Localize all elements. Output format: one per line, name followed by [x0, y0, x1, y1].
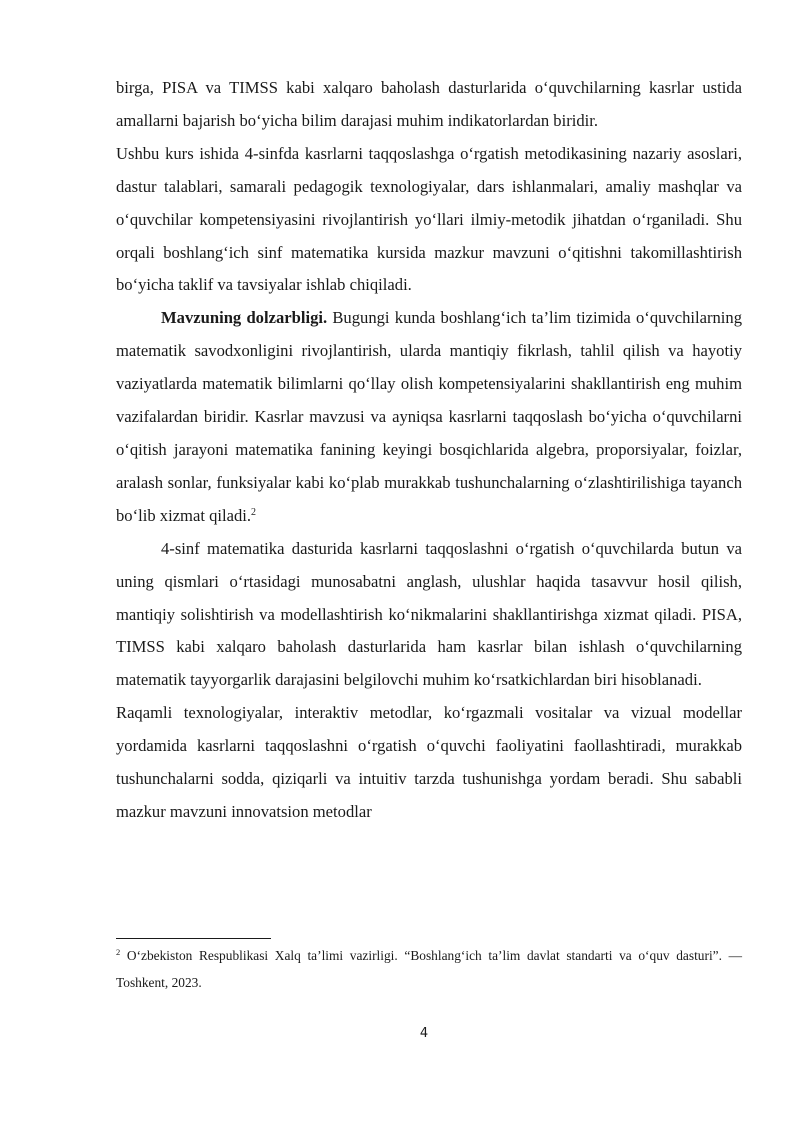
- footnote-separator: [116, 938, 271, 939]
- footnote-number: 2: [116, 947, 121, 957]
- paragraph-5: Raqamli texnologiyalar, interaktiv metodlar, ko‘rgazmali vositalar va vizual modellar yordamida kasrlarni taqqoslashni o‘rgatish o‘quvchi faoliyatini faollashtiradi, murakkab tushunchalarni sodda, qiziqarli va intuitiv tarzda tushunishga yordam beradi. Shu sababli mazkur mavzuni innovatsion metodlar: [116, 703, 742, 821]
- footnote: [116, 942, 742, 996]
- paragraph-1: birga, PISA va TIMSS kabi xalqaro baholash dasturlarida o‘quvchilarning kasrlar ustida amallarni bajarish bo‘yicha bilim darajasi muhim indikatorlardan biridir.: [116, 78, 742, 130]
- paragraph-relevance: [116, 302, 742, 532]
- document-body: [116, 72, 742, 829]
- section-heading-relevance: Mavzuning dolzarbligi.: [161, 308, 328, 328]
- paragraph-relevance-text: Bugungi kunda boshlang‘ich ta’lim tizimida o‘quvchilarning matematik savodxonligini rivojlantirish, ularda mantiqiy fikrlash, tahlil qilish va hayotiy vaziyatlarda matematik bilimlarni qo‘llay olish kompetensiyalarini shakllantirish eng muhim vazifalardan biridir. Kasrlar mavzusi va ayniqsa kasrlarni taqqoslash bo‘yicha o‘quvchilarni o‘qitish jarayoni matematika fanining keyingi bosqichlarida algebra, proporsiyalar, foizlar, aralash sonlar, funksiyalar kabi ko‘plab murakkab tushunchalarning o‘zlashtirilishiga tayanch bo‘lib xizmat qiladi.: [116, 308, 742, 525]
- footnote-text: O‘zbekiston Respublikasi Xalq ta’limi vazirligi. “Boshlang‘ich ta’lim davlat standarti va o‘quv dasturi”. — Toshkent, 2023.: [116, 948, 742, 990]
- paragraph-2: Ushbu kurs ishida 4-sinfda kasrlarni taqqoslashga o‘rgatish metodikasining nazariy asoslari, dastur talablari, samarali pedagogik texnologiyalar, dars ishlanmalari, amaliy mashqlar va o‘quvchilar kompetensiyasini rivojlantirish yo‘llari ilmiy-metodik jihatdan o‘rganiladi. Shu orqali boshlang‘ich sinf matematika kursida mazkur mavzuni o‘qitishni takomillashtirish bo‘yicha taklif va tavsiyalar ishlab chiqiladi.: [116, 143, 742, 295]
- footnote-reference[interactable]: 2: [251, 506, 257, 518]
- page-number: 4: [419, 1026, 429, 1041]
- paragraph-4: 4-sinf matematika dasturida kasrlarni taqqoslashni o‘rgatish o‘quvchilarda butun va uning qismlari o‘rtasidagi munosabatni anglash, ulushlar haqida tasavvur hosil qilish, mantiqiy solishtirish va modellashtirish ko‘nikmalarini shakllantirishga xizmat qiladi. PISA, TIMSS kabi xalqaro baholash dasturlarida ham kasrlar bilan ishlash o‘quvchilarning matematik tayyorgarlik darajasini belgilovchi muhim ko‘rsatkichlardan biri hisoblanadi.: [116, 538, 742, 690]
